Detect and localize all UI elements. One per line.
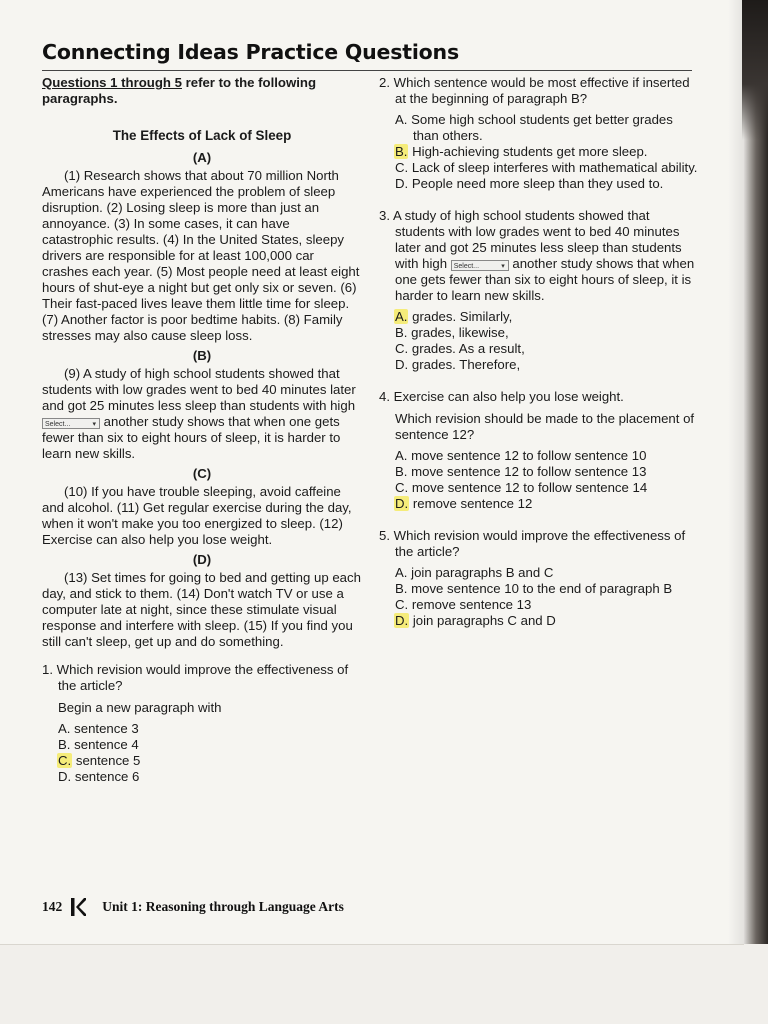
question-5: [379, 528, 699, 629]
paragraph-label-d: (D): [192, 552, 212, 567]
question-subtext: Begin a new paragraph with: [58, 700, 222, 715]
question-text: Which sentence would be most effective if inserted at the beginning of paragraph B?: [393, 75, 690, 106]
option-letter: D.: [58, 769, 72, 784]
left-column: [42, 75, 362, 785]
option-letter: A.: [395, 565, 408, 580]
answer-option-b[interactable]: [395, 581, 699, 597]
select-dropdown[interactable]: [42, 418, 100, 429]
paragraph-label-a: (A): [192, 150, 212, 165]
answer-options: [58, 721, 362, 785]
answer-option-a[interactable]: [395, 112, 699, 144]
answer-options: [395, 565, 699, 629]
question-stem: [379, 389, 699, 405]
paragraph-c: (10) If you have trouble sleeping, avoid caffeine and alcohol. (11) Get regular exercise during the day, when it won't make you too energized to sleep. (12) Exercise can also help you lose weight.: [42, 484, 352, 547]
essay-title: The Effects of Lack of Sleep: [112, 128, 292, 143]
intro-underlined: Questions 1 through 5: [42, 75, 182, 90]
paragraph-d: (13) Set times for going to bed and getting up each day, and stick to them. (14) Don't watch TV or use a computer late at night, since these stimulate visual response and interfere with sleep. (15) If you find you still can't sleep, get up and do something.: [42, 570, 361, 649]
question-stem: [379, 75, 699, 107]
paragraph-label-c: (C): [192, 466, 212, 481]
select-label: Select...: [453, 263, 480, 271]
option-text: move sentence 12 to follow sentence 14: [411, 480, 648, 495]
question-3: [379, 208, 699, 373]
paragraph-b-before: (9) A study of high school students showed that students with low grades went to bed 40 minutes later and got 25 minutes less sleep than students with high: [42, 366, 356, 413]
question-1: [42, 662, 362, 785]
option-letter-highlighted: C.: [58, 753, 72, 768]
option-text: Lack of sleep interferes with mathematical ability.: [411, 160, 698, 175]
option-letter: A.: [395, 448, 408, 463]
question-4: [379, 389, 699, 512]
question-number: 5.: [379, 528, 390, 543]
question-number: 1.: [42, 662, 53, 677]
answer-option-a[interactable]: [395, 448, 699, 464]
intro-rest: refer to the following paragraphs.: [42, 75, 317, 106]
option-text: sentence 6: [74, 769, 140, 784]
answer-option-b[interactable]: [58, 737, 362, 753]
answer-option-a[interactable]: [395, 565, 699, 581]
option-letter: A.: [395, 112, 408, 127]
answer-option-d[interactable]: [395, 176, 699, 192]
option-text: move sentence 10 to the end of paragraph B: [411, 581, 673, 596]
select-label: Select...: [45, 421, 71, 429]
chevron-down-icon: ▾: [501, 263, 505, 271]
question-stem: [42, 662, 362, 694]
answer-option-d[interactable]: [395, 357, 699, 373]
question-text: A study of high school students showed that students with low grades went to bed 40 minutes later and got 25 minutes less sleep than students with high: [392, 208, 682, 271]
question-stem: [379, 528, 699, 560]
answer-options: [395, 112, 699, 192]
answer-option-a[interactable]: [395, 309, 699, 325]
option-letter: C.: [395, 160, 409, 175]
option-text: grades. Similarly,: [412, 309, 513, 324]
option-text: sentence 3: [74, 721, 139, 736]
option-letter: D.: [395, 357, 409, 372]
binding-corner: [742, 0, 768, 140]
question-subtext: Which revision should be made to the placement of sentence 12?: [395, 411, 695, 442]
question-text-after: another study shows that when one gets fewer than six to eight hours of sleep, it is harder to learn new skills.: [395, 256, 695, 303]
question-number: 3.: [379, 208, 390, 223]
option-text: move sentence 12 to follow sentence 13: [411, 464, 647, 479]
option-text: join paragraphs C and D: [412, 613, 556, 628]
page-title: Connecting Ideas Practice Questions: [42, 40, 459, 64]
question-2: [379, 75, 699, 192]
paragraph-label-b: (B): [192, 348, 212, 363]
answer-option-c[interactable]: [395, 597, 699, 613]
binding-shadow: [728, 0, 768, 944]
chevron-down-icon: ▾: [92, 421, 96, 429]
paragraph-b-after: another study shows that when one gets fewer than six to eight hours of sleep, it is harder to learn new skills.: [42, 414, 341, 461]
option-letter: B.: [395, 325, 408, 340]
paragraph-a: (1) Research shows that about 70 million North Americans have experienced the problem of sleep disruption. (2) Losing sleep is more than just an annoyance. (3) In some cases, it can have catastrophic results. (4) In the United States, sleepy drivers are responsible for at least 100,000 car crashes each year. (5) Most people need at least eight hours of shut-eye a night but get only six or seven. (6) Their fast-paced lives leave them little time for sleep. (7) Another factor is poor bedtime habits. (8) Family stresses may also cause sleep loss.: [42, 168, 360, 343]
option-letter: B.: [58, 737, 71, 752]
question-number: 4.: [379, 389, 390, 404]
option-text: grades. Therefore,: [411, 357, 521, 372]
answer-option-d[interactable]: [395, 613, 699, 629]
option-text: Some high school students get better grades than others.: [411, 112, 673, 143]
answer-option-d[interactable]: [395, 496, 699, 512]
option-letter-highlighted: D.: [395, 496, 409, 511]
answer-option-c[interactable]: [395, 341, 699, 357]
option-text: move sentence 12 to follow sentence 10: [411, 448, 647, 463]
kaplan-logo-icon: [70, 897, 86, 917]
paragraph-b: [42, 366, 362, 462]
option-text: join paragraphs B and C: [411, 565, 554, 580]
answer-option-b[interactable]: [395, 325, 699, 341]
option-text: sentence 4: [74, 737, 139, 752]
option-letter: C.: [395, 597, 409, 612]
title-rule: [42, 70, 692, 71]
answer-option-b[interactable]: [395, 144, 699, 160]
option-letter: B.: [395, 464, 408, 479]
option-letter-highlighted: A.: [395, 309, 408, 324]
answer-option-a[interactable]: [58, 721, 362, 737]
question-text: Which revision would improve the effectiveness of the article?: [393, 528, 686, 559]
answer-option-c[interactable]: [395, 480, 699, 496]
page-footer: [42, 896, 344, 918]
option-letter: C.: [395, 341, 409, 356]
option-text: sentence 5: [75, 753, 141, 768]
question-text: Exercise can also help you lose weight.: [393, 389, 624, 404]
answer-options: [395, 309, 699, 373]
intro-text: [42, 75, 362, 107]
option-letter: B.: [395, 581, 408, 596]
question-number: 2.: [379, 75, 390, 90]
option-letter-highlighted: D.: [395, 613, 409, 628]
option-letter: A.: [58, 721, 71, 736]
option-letter-highlighted: B.: [395, 144, 408, 159]
answer-option-c[interactable]: [58, 753, 362, 769]
answer-option-b[interactable]: [395, 464, 699, 480]
question-stem: [379, 208, 699, 304]
answer-option-d[interactable]: [58, 769, 362, 785]
option-text: People need more sleep than they used to.: [411, 176, 664, 191]
question-text: Which revision would improve the effectiveness of the article?: [56, 662, 349, 693]
right-column: [379, 75, 699, 629]
answer-option-c[interactable]: [395, 160, 699, 176]
option-letter: D.: [395, 176, 409, 191]
answer-options: [395, 448, 699, 512]
option-text: remove sentence 13: [411, 597, 532, 612]
option-letter: C.: [395, 480, 409, 495]
option-text: High-achieving students get more sleep.: [412, 144, 648, 159]
select-dropdown[interactable]: [451, 260, 509, 271]
option-text: grades. As a result,: [411, 341, 525, 356]
page-number: 142: [42, 899, 63, 914]
option-text: remove sentence 12: [412, 496, 533, 511]
unit-title: Unit 1: Reasoning through Language Arts: [102, 899, 344, 914]
option-text: grades, likewise,: [411, 325, 509, 340]
